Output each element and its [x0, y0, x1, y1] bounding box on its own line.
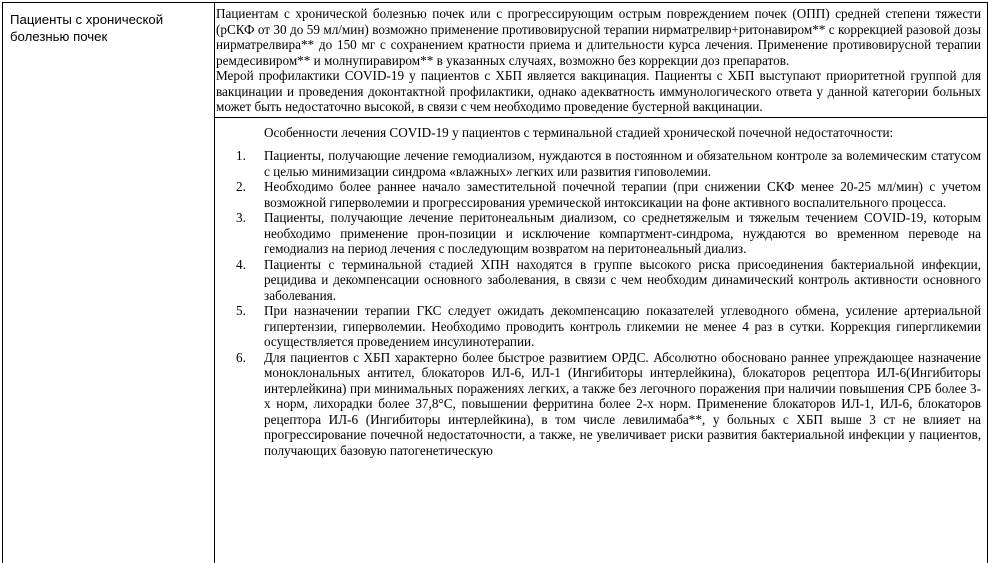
list-item-text: Пациенты с терминальной стадией ХПН находятся в группе высокого риска присоединения бактериальной инфекции, рецидива и декомпенсации основного заболевания, в связи с чем необходим динамический контроль активности основного заболевания.: [264, 256, 981, 303]
row-content-cell: [215, 3, 987, 563]
features-heading: Особенности лечения COVID-19 у пациентов с терминальной стадией хронической почечной недостаточности:: [264, 124, 894, 140]
list-item-number: 4.: [236, 256, 246, 272]
divider: [215, 117, 987, 118]
row-heading: Пациенты с хронической болезнью почек: [10, 12, 164, 44]
list-item: [216, 210, 981, 257]
list-item: [216, 179, 981, 210]
list-item: [216, 303, 981, 350]
list-item-number: 6.: [236, 349, 246, 365]
list-item-number: 1.: [236, 148, 246, 163]
features-list: [216, 148, 981, 458]
list-item-text: Необходимо более раннее начало заместительной почечной терапии (при снижении СКФ менее 20-25 мл/мин) с учетом возможной гиперволемии и прогрессирования уремической интоксикации на фоне активного воспалительного процесса.: [264, 179, 981, 210]
list-item: [216, 350, 981, 459]
list-item: [216, 148, 981, 179]
list-item: [216, 257, 981, 304]
list-item-text: Пациенты, получающие лечение перитонеальным диализом, со среднетяжелым и тяжелым течением COVID-19, которым необходимо применение прон-позиции и исключение компартмент-синдрома, нуждаются во временном переводе на гемодиализ на период лечения с последующим возвратом на перитонеальный диализ.: [264, 210, 981, 256]
row-heading-cell: [3, 3, 215, 563]
list-item-number: 3.: [236, 210, 246, 225]
list-item-number: 2.: [236, 179, 246, 194]
paragraph-antiviral: Пациентам с хронической болезнью почек или с прогрессирующим острым повреждением почек (ОПП) средней степени тяжести (рСКФ от 30 до 59 мл/мин) возможно применение противовирусной терапии нирматрелвир+ритонавиром** с коррекцией разовой дозы нирматрелвира** до 150 мг с сохранением кратности приема и длительности курса лечения. Применение противовирусной терапии ремдесивиром** и молнупиравиром** в указанных случаях, возможно без коррекции доз препаратов.: [216, 6, 981, 68]
list-item-text: Для пациентов с ХБП характерно более быстрое развитием ОРДС. Абсолютно обосновано раннее упреждающее назначение моноклональных антител, блокаторов ИЛ-6, ИЛ-1 (Ингибиторы интерлейкина), блокаторов рецептора ИЛ-6(Ингибиторы интерлейкина) при минимальных поражениях легких, а также без легочного поражения при наличии повышения СРБ более 3-х норм, лихорадки более 37,8°С, повышении ферритина более 2-х норм. Применение блокаторов ИЛ-1, ИЛ-6, блокаторов рецептора ИЛ-6 (Ингибиторы интерлейкина), в том числе левилимаба**, у больных с ХБП выше 3 ст не влияет на прогрессирование почечной недостаточности, а также, не увеличивает риски развития бактериальной инфекции у пациентов, получающих базовую патогенетическую: [264, 349, 981, 458]
paragraph-vaccination: Мерой профилактики COVID-19 у пациентов с ХБП является вакцинация. Пациенты с ХБП выступают приоритетной группой для вакцинации и проведения доконтактной профилактики, однако адекватность иммунологического ответа у данной категории больных может быть недостаточно высокой, в связи с чем необходимо проведение бустерной вакцинации.: [216, 68, 981, 114]
list-item-number: 5.: [236, 303, 246, 318]
content-table: [2, 2, 988, 563]
list-item-text: При назначении терапии ГКС следует ожидать декомпенсацию показателей углеводного обмена, усиление артериальной гипертензии, гиперволемии. Необходимо проводить контроль гликемии не менее 4 раз в сутки. Коррекция гипергликемии осуществляется проведением инсулинотерапии.: [264, 303, 981, 349]
list-item-text: Пациенты, получающие лечение гемодиализом, нуждаются в постоянном и обязательном контроле за волемическим статусом с целью минимизации синдрома «влажных» легких или развития гиповолемии.: [264, 148, 981, 179]
